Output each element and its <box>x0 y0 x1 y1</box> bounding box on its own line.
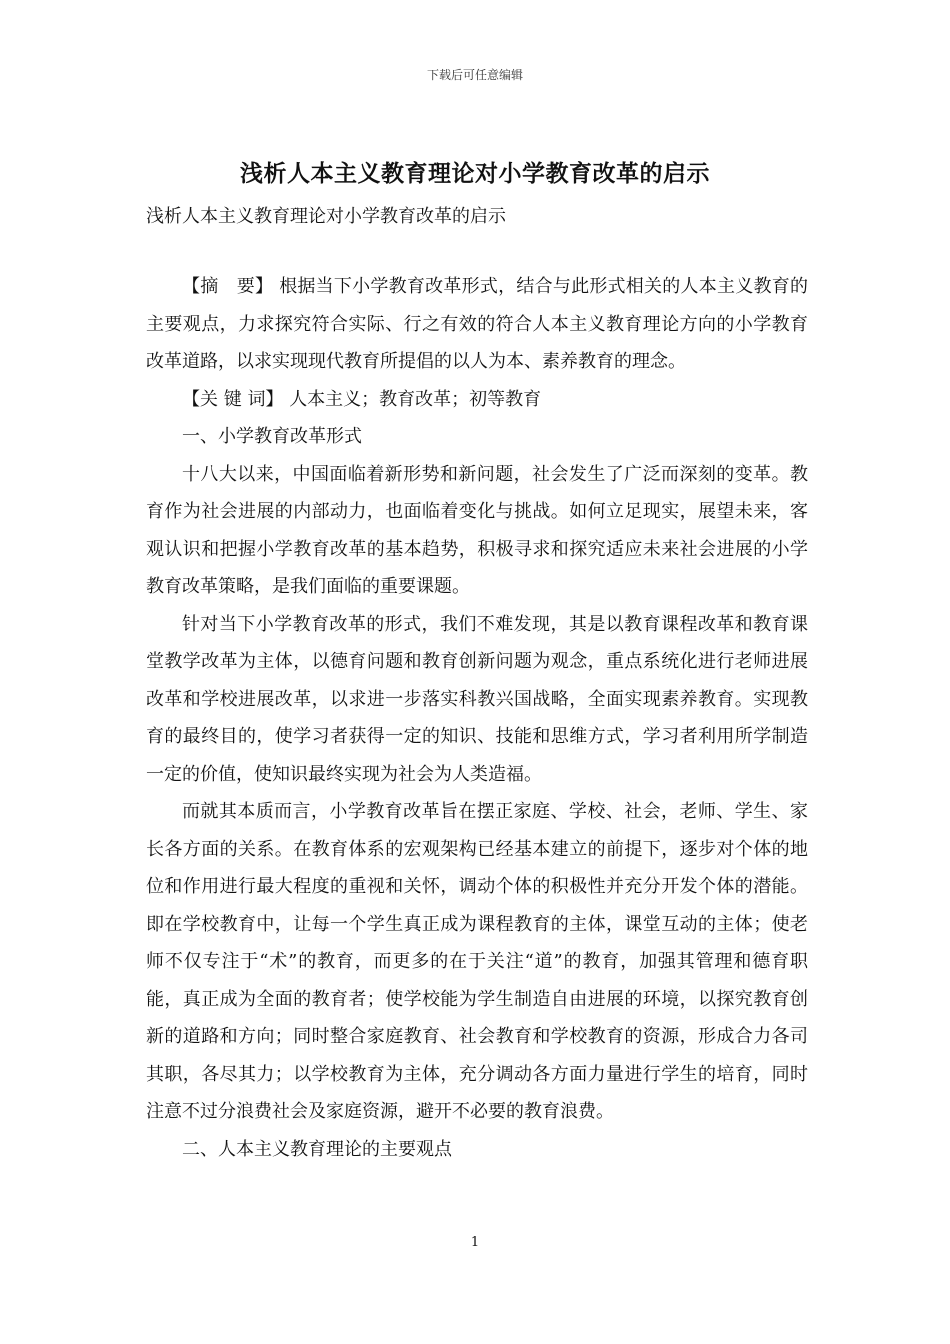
keywords-paragraph <box>146 381 808 419</box>
abstract-paragraph <box>146 268 808 381</box>
document-body <box>146 268 808 1168</box>
abstract-label: 【摘 要】 <box>182 276 274 297</box>
page-header: 下载后可任意编辑 <box>426 68 523 82</box>
section-heading-2: 二、人本主义教育理论的主要观点 <box>182 1138 452 1160</box>
page-number: 1 <box>470 1235 480 1250</box>
document-subtitle: 浅析人本主义教育理论对小学教育改革的启示 <box>146 206 506 227</box>
body-paragraph-1: 十八大以来，中国面临着新形势和新问题，社会发生了广泛而深刻的变革。教育作为社会进展的内部动力，也面临着变化与挑战。如何立足现实，展望未来，客观认识和把握小学教育改革的基本趋势，积极寻求和探究适应未来社会进展的小学教育改革策略，是我们面临的重要课题。 <box>146 463 808 597</box>
keywords-text: 人本主义；教育改革；初等教育 <box>289 388 542 410</box>
keywords-label: 【关 键 词】 <box>182 388 284 410</box>
document-title: 浅析人本主义教育理论对小学教育改革的启示 <box>240 160 710 187</box>
body-paragraph-3: 而就其本质而言，小学教育改革旨在摆正家庭、学校、社会，老师、学生、家长各方面的关系。在教育体系的宏观架构已经基本建立的前提下，逐步对个体的地位和作用进行最大程度的重视和关怀，调动个体的积极性并充分开发个体的潜能。即在学校教育中，让每一个学生真正成为课程教育的主体，课堂互动的主体；使老师不仅专注于“术”的教育，而更多的在于关注“道”的教育，加强其管理和德育职能，真正成为全面的教育者；使学校能为学生制造自由进展的环境，以探究教育创新的道路和方向；同时整合家庭教育、社会教育和学校教育的资源，形成合力各司其职，各尽其力；以学校教育为主体，充分调动各方面力量进行学生的培育，同时注意不过分浪费社会及家庭资源，避开不必要的教育浪费。 <box>146 801 808 1122</box>
section-heading-1: 一、小学教育改革形式 <box>182 426 362 447</box>
abstract-text: 根据当下小学教育改革形式，结合与此形式相关的人本主义教育的主要观点，力求探究符合实际、行之有效的符合人本主义教育理论方向的小学教育改革道路，以求实现现代教育所提倡的以人为本、素养教育的理念。 <box>146 276 808 372</box>
body-paragraph-2: 针对当下小学教育改革的形式，我们不难发现，其是以教育课程改革和教育课堂教学改革为主体，以德育问题和教育创新问题为观念，重点系统化进行老师进展改革和学校进展改革，以求进一步落实科教兴国战略，全面实现素养教育。实现教育的最终目的，使学习者获得一定的知识、技能和思维方式，学习者利用所学制造一定的价值，使知识最终实现为社会为人类造福。 <box>146 613 808 785</box>
